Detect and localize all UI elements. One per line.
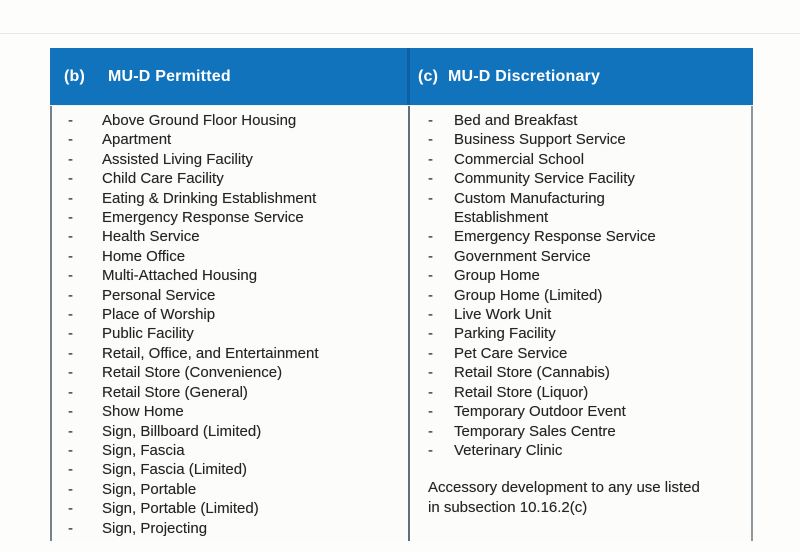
use-name: Sign, Fascia (Limited) [102,461,248,479]
use-name: Health Service [102,228,200,246]
bullet-dash: - [68,209,73,227]
use-name: Sign, Portable (Limited) [102,500,259,518]
list-item [410,189,751,228]
list-item [410,227,751,246]
bullet-dash: - [68,403,73,421]
list-item [52,286,408,305]
use-name: Above Ground Floor Housing [102,112,297,129]
bullet-dash: - [428,325,433,343]
use-name: Parking Facility [454,325,556,343]
use-name: Public Facility [102,325,194,343]
bullet-dash: - [68,422,73,440]
bullet-dash: - [428,150,433,168]
list-item [52,227,408,246]
bullet-dash: - [68,150,73,168]
column-header-permitted [50,48,410,105]
use-name: Retail, Office, and Entertainment [102,344,319,362]
bullet-dash: - [428,383,433,401]
note-line-2: in subsection 10.16.2(c) [428,498,588,516]
bullet-dash: - [68,461,73,479]
list-item [52,383,408,402]
use-name: Place of Worship [102,306,216,324]
bullet-dash: - [428,344,433,362]
bullet-dash: - [68,170,73,188]
permitted-uses-list [52,111,408,538]
list-item [52,402,408,421]
list-item [410,286,751,305]
bullet-dash: - [68,364,73,382]
table-header-row [50,48,753,106]
list-item [410,441,751,460]
list-item [410,344,751,363]
page-divider-rule [0,33,800,34]
use-name: Sign, Projecting [102,519,208,537]
list-item [52,324,408,343]
list-item [410,422,751,441]
bullet-dash: - [68,306,73,324]
use-name: Emergency Response Service [454,228,656,246]
bullet-dash: - [68,441,73,459]
list-item [52,519,408,538]
column-title-permitted: MU-D Permitted [108,67,231,85]
bullet-dash: - [68,286,73,304]
use-name: Group Home [454,267,540,285]
column-header-discretionary [410,48,753,105]
bullet-dash: - [428,286,433,304]
bullet-dash: - [428,403,433,421]
use-name: Temporary Outdoor Event [454,403,626,421]
list-item [410,150,751,169]
use-name: Community Service Facility [454,170,635,188]
permitted-uses-cell [52,106,410,541]
bullet-dash: - [68,383,73,401]
column-key-c: (c) [418,67,439,85]
use-name: Child Care Facility [102,170,224,188]
bullet-dash: - [428,306,433,324]
list-item [52,305,408,324]
bullet-dash: - [428,267,433,285]
use-name: Show Home [102,403,184,421]
use-name: Eating & Drinking Establishment [102,189,317,207]
list-item [410,111,751,130]
table-body [50,106,753,541]
list-item [52,208,408,227]
note-line-1: Accessory development to any use listed [428,479,700,497]
bullet-dash: - [428,189,433,207]
list-item [410,402,751,421]
bullet-dash: - [68,480,73,498]
bullet-dash: - [428,170,433,188]
use-name: Custom Manufacturing Establishment [454,189,605,227]
bullet-dash: - [428,247,433,265]
use-name: Bed and Breakfast [454,112,578,129]
bullet-dash: - [68,189,73,207]
use-name: Apartment [102,131,172,149]
use-name: Business Support Service [454,131,626,149]
bullet-dash: - [68,500,73,518]
list-item [52,344,408,363]
bullet-dash: - [68,325,73,343]
list-item [52,422,408,441]
use-name: Live Work Unit [454,306,552,324]
use-name: Retail Store (Cannabis) [454,364,610,382]
list-item [52,169,408,188]
list-item [410,130,751,149]
bullet-dash: - [68,247,73,265]
discretionary-uses-list [410,111,751,460]
list-item [52,480,408,499]
zoning-use-table [50,48,753,541]
use-name: Sign, Portable [102,480,197,498]
bullet-dash: - [428,228,433,246]
use-name: Group Home (Limited) [454,286,603,304]
list-item [410,363,751,382]
use-name: Government Service [454,247,591,265]
bullet-dash: - [428,441,433,459]
list-item [52,189,408,208]
list-item [410,266,751,285]
use-name: Temporary Sales Centre [454,422,616,440]
use-name: Retail Store (Liquor) [454,383,589,401]
bullet-dash: - [428,112,433,129]
use-name: Sign, Fascia [102,441,185,459]
list-item [52,363,408,382]
bullet-dash: - [428,422,433,440]
bullet-dash: - [68,519,73,537]
use-name: Pet Care Service [454,344,568,362]
bullet-dash: - [68,344,73,362]
list-item [52,266,408,285]
list-item [52,499,408,518]
bullet-dash: - [428,131,433,149]
bullet-dash: - [68,112,73,129]
bullet-dash: - [68,267,73,285]
use-name: Assisted Living Facility [102,150,253,168]
list-item [410,247,751,266]
discretionary-uses-cell [410,106,751,541]
bullet-dash: - [428,364,433,382]
use-name: Veterinary Clinic [454,441,563,459]
use-name: Home Office [102,247,186,265]
list-item [410,169,751,188]
accessory-development-note [428,478,751,517]
list-item [52,150,408,169]
use-name: Commercial School [454,150,585,168]
bullet-dash: - [68,228,73,246]
use-name: Multi-Attached Housing [102,267,258,285]
list-item [410,324,751,343]
list-item [410,305,751,324]
use-name: Personal Service [102,286,216,304]
use-name: Retail Store (Convenience) [102,364,283,382]
list-item [52,130,408,149]
use-name: Sign, Billboard (Limited) [102,422,262,440]
use-name: Retail Store (General) [102,383,248,401]
column-key-b: (b) [64,67,86,85]
column-title-discretionary: MU-D Discretionary [448,67,601,85]
list-item [410,383,751,402]
use-name: Emergency Response Service [102,209,304,227]
list-item [52,441,408,460]
list-item [52,247,408,266]
list-item [52,111,408,130]
bullet-dash: - [68,131,73,149]
list-item [52,460,408,479]
